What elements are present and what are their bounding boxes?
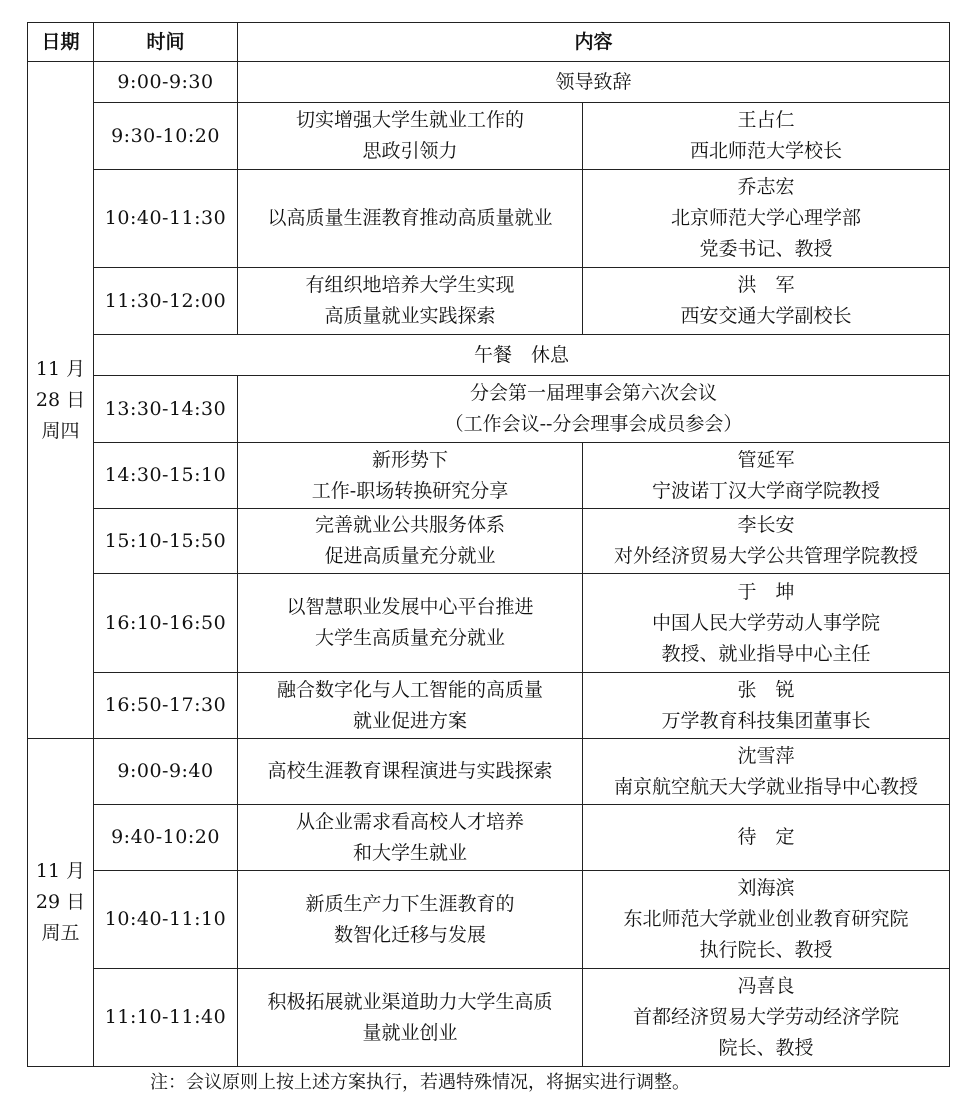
speaker-cell (583, 509, 950, 574)
table-row (28, 62, 950, 103)
time-cell: 16:10-16:50 (94, 574, 238, 673)
day-line: 周五 (41, 922, 80, 944)
speaker-line: 东北师范大学就业创业教育研究院 (623, 908, 909, 930)
speaker-line: 刘海滨 (737, 877, 795, 899)
speaker-line: 万学教育科技集团董事长 (661, 709, 871, 732)
topic-line: 工作-职场转换研究分享 (311, 479, 509, 502)
speaker-line: 李长安 (737, 514, 795, 536)
time-cell: 16:50-17:30 (94, 673, 238, 739)
speaker-cell (583, 170, 950, 268)
content-line: 分会第一届理事会第六次会议 (470, 382, 718, 404)
table-row (28, 805, 950, 871)
time-cell: 10:40-11:30 (94, 170, 238, 268)
table-row (28, 103, 950, 170)
table-row (28, 376, 950, 443)
day-line: 28 日 (35, 388, 86, 411)
speaker-line: 院长、教授 (718, 1037, 814, 1059)
table-row (28, 969, 950, 1067)
table-row (28, 871, 950, 969)
speaker-line: 西安交通大学副校长 (680, 305, 852, 327)
topic-line: 促进高质量充分就业 (324, 545, 496, 567)
speaker-line: 对外经济贸易大学公共管理学院教授 (614, 545, 919, 567)
speaker-line: 教授、就业指导中心主任 (661, 642, 871, 665)
topic-cell (238, 509, 583, 574)
speaker-line: 执行院长、教授 (699, 939, 833, 961)
content-line: 领导致辞 (555, 70, 632, 93)
speaker-line: 南京航空航天大学就业指导中心教授 (614, 775, 919, 798)
speaker-cell (583, 805, 950, 871)
topic-cell (238, 673, 583, 739)
speaker-cell (583, 103, 950, 170)
topic-line: 思政引领力 (362, 140, 458, 162)
topic-cell (238, 871, 583, 969)
topic-line: 和大学生就业 (352, 841, 467, 864)
header-time: 时间 (94, 23, 238, 62)
speaker-cell (583, 673, 950, 739)
header-content: 内容 (238, 23, 950, 62)
time-cell: 11:10-11:40 (94, 969, 238, 1067)
day-cell (28, 739, 94, 1067)
topic-line: 新质生产力下生涯教育的 (305, 892, 515, 915)
speaker-line: 待 定 (737, 826, 795, 848)
day-line: 11 月 (35, 860, 86, 882)
topic-line: 以智慧职业发展中心平台推进 (286, 596, 534, 618)
speaker-cell (583, 268, 950, 335)
speaker-cell (583, 443, 950, 509)
speaker-line: 中国人民大学劳动人事学院 (652, 611, 881, 634)
topic-line: 量就业创业 (362, 1021, 458, 1044)
topic-line: 就业促进方案 (352, 709, 467, 732)
speaker-line: 乔志宏 (737, 176, 795, 198)
time-cell: 9:30-10:20 (94, 103, 238, 170)
table-row (28, 443, 950, 509)
speaker-cell (583, 739, 950, 805)
table-row (28, 739, 950, 805)
topic-cell (238, 739, 583, 805)
speaker-line: 党委书记、教授 (699, 238, 833, 260)
topic-cell (238, 268, 583, 335)
speaker-cell (583, 871, 950, 969)
day-line: 11 月 (35, 357, 86, 380)
content-cell (238, 376, 950, 443)
topic-cell (238, 805, 583, 871)
time-cell: 14:30-15:10 (94, 443, 238, 509)
time-cell: 9:00-9:40 (94, 739, 238, 805)
topic-line: 从企业需求看高校人才培养 (295, 810, 524, 833)
topic-cell (238, 443, 583, 509)
speaker-line: 洪 军 (737, 274, 795, 296)
speaker-cell (583, 969, 950, 1067)
topic-line: 融合数字化与人工智能的高质量 (276, 678, 543, 701)
topic-line: 数智化迁移与发展 (333, 923, 486, 946)
speaker-line: 冯喜良 (737, 975, 795, 997)
speaker-line: 王占仁 (737, 109, 795, 131)
table-row (28, 170, 950, 268)
topic-line: 大学生高质量充分就业 (314, 627, 505, 649)
topic-line: 完善就业公共服务体系 (314, 514, 505, 536)
topic-line: 积极拓展就业渠道助力大学生高质 (267, 990, 553, 1013)
schedule-table (27, 22, 950, 1067)
time-cell: 11:30-12:00 (94, 268, 238, 335)
table-row (28, 335, 950, 376)
speaker-line: 宁波诺丁汉大学商学院教授 (652, 479, 881, 502)
speaker-line: 于 坤 (737, 580, 795, 603)
speaker-line: 管延军 (737, 448, 795, 471)
time-cell: 9:00-9:30 (94, 62, 238, 103)
speaker-line: 首都经济贸易大学劳动经济学院 (633, 1006, 900, 1028)
topic-line: 有组织地培养大学生实现 (305, 274, 515, 296)
topic-line: 新形势下 (371, 448, 448, 471)
speaker-line: 张 锐 (737, 678, 795, 701)
header-date: 日期 (28, 23, 94, 62)
content-line: （工作会议--分会理事会成员参会） (444, 413, 743, 435)
topic-line: 以高质量生涯教育推动高质量就业 (267, 207, 553, 229)
speaker-line: 北京师范大学心理学部 (671, 207, 862, 229)
table-row (28, 509, 950, 574)
topic-line: 切实增强大学生就业工作的 (295, 109, 524, 131)
speaker-line: 西北师范大学校长 (690, 140, 843, 162)
day-line: 29 日 (35, 891, 86, 913)
header-row (28, 23, 950, 62)
footnote: 注：会议原则上按上述方案执行，若遇特殊情况，将据实进行调整。 (150, 1072, 690, 1093)
table-row (28, 574, 950, 673)
table-row (28, 673, 950, 739)
table-row (28, 268, 950, 335)
time-cell: 10:40-11:10 (94, 871, 238, 969)
break-cell: 午餐 休息 (94, 335, 950, 376)
topic-cell (238, 170, 583, 268)
time-cell: 15:10-15:50 (94, 509, 238, 574)
day-cell (28, 62, 94, 739)
topic-cell (238, 574, 583, 673)
content-cell (238, 62, 950, 103)
topic-line: 高校生涯教育课程演进与实践探索 (267, 760, 553, 782)
day-line: 周四 (41, 419, 80, 442)
time-cell: 9:40-10:20 (94, 805, 238, 871)
topic-cell (238, 969, 583, 1067)
speaker-line: 沈雪萍 (737, 744, 795, 767)
topic-line: 高质量就业实践探索 (324, 305, 496, 327)
time-cell: 13:30-14:30 (94, 376, 238, 443)
topic-cell (238, 103, 583, 170)
speaker-cell (583, 574, 950, 673)
